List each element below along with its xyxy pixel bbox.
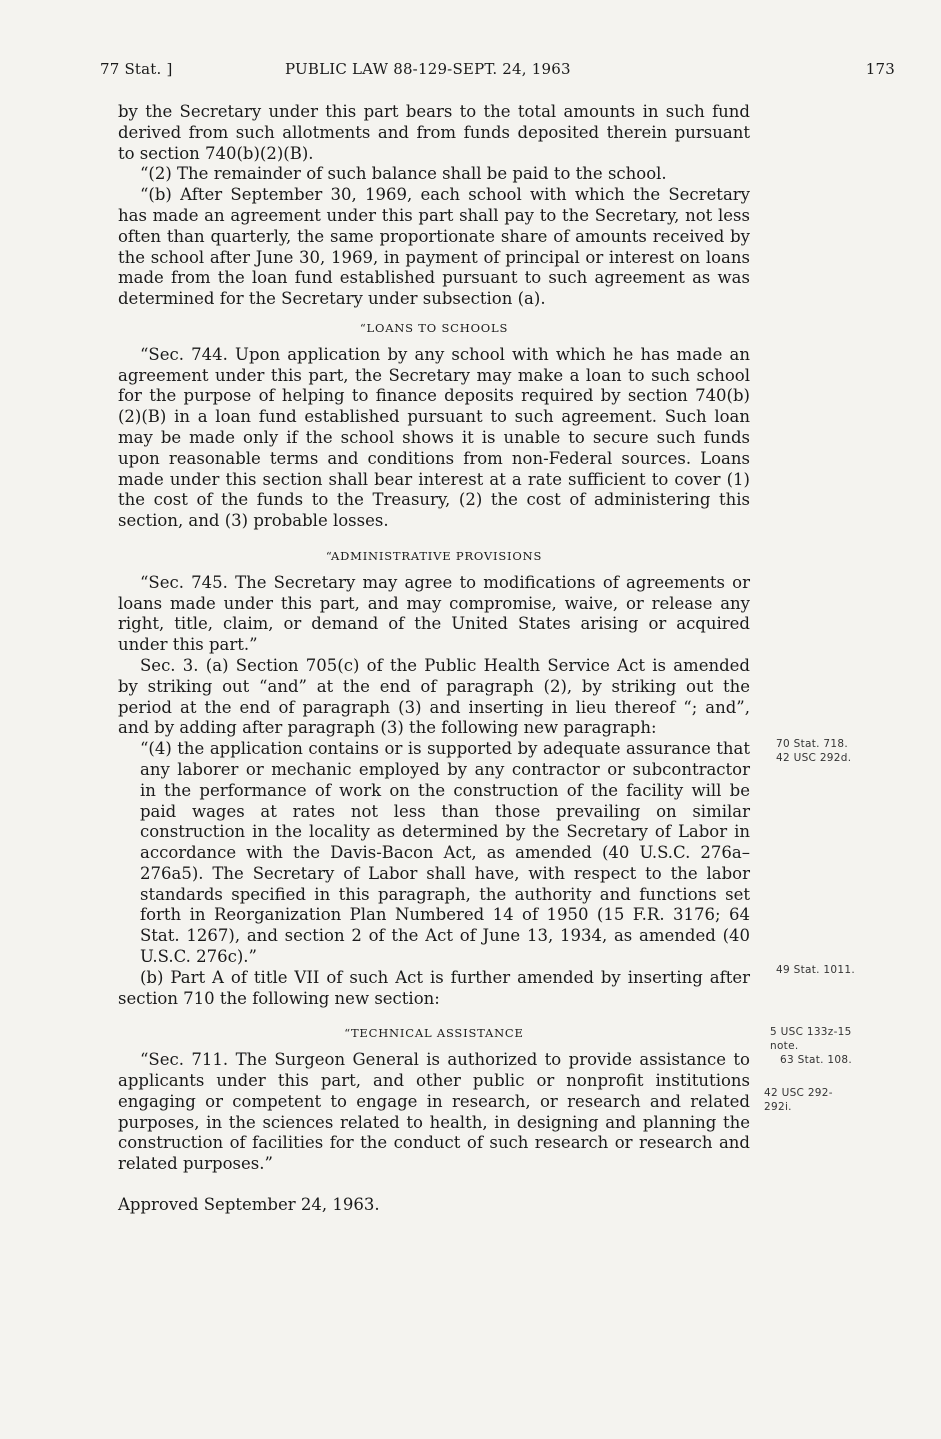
body-text [118, 102, 750, 1216]
section-heading: “LOANS TO SCHOOLS [359, 320, 509, 335]
margin-citation [776, 737, 851, 765]
header-volume: 77 Stat. ] [100, 60, 173, 78]
approval-line: Approved September 24, 1963. [118, 1195, 380, 1215]
paragraph: “Sec. 745. The Secretary may agree to modifications of agreements or loans made under this part, and may compromise, waive, or release any right, title, claim, or demand of the United States arising or acquired under this part.” [118, 572, 750, 655]
margin-citation-line: 42 USC 292- [764, 1087, 833, 1099]
paragraph: by the Secretary under this part bears to the total amounts in such fund derived from such allotments and from funds deposited therein pursuant to section 740(b)(2)(B). [118, 102, 750, 163]
margin-citation [776, 963, 855, 977]
header-title: PUBLIC LAW 88-129-SEPT. 24, 1963 [285, 60, 571, 78]
paragraph: “Sec. 744. Upon application by any school with which he has made an agreement under this part, the Secretary may make a loan to such school for the purpose of helping to finance deposits required by section 740(b)(2)(B) in a loan fund established pursuant to such agreement. Such loan may be made only if the school shows it is unable to secure such funds upon reasonable terms and conditions from non-Federal sources. Loans made under this section shall bear interest at a rate sufficient to cover (1) the cost of the funds to the Treasury, (2) the cost of administering this section, and (3) probable losses. [118, 344, 750, 531]
margin-citation-line: 292i. [764, 1101, 792, 1113]
margin-citation-line: 70 Stat. 718. [776, 738, 848, 750]
section-heading: “TECHNICAL ASSISTANCE [344, 1026, 524, 1041]
page-number: 173 [865, 60, 895, 78]
running-header [100, 60, 895, 88]
margin-citation [770, 1025, 852, 1067]
margin-citation-line: note. [770, 1040, 799, 1052]
margin-citation-line: 63 Stat. 108. [780, 1054, 852, 1066]
section-heading: “ADMINISTRATIVE PROVISIONS [325, 548, 543, 563]
margin-citation [764, 1086, 833, 1114]
paragraph: Sec. 3. (a) Section 705(c) of the Public Health Service Act is amended by striking out “and” at the end of paragraph (2), by striking out the period at the end of paragraph (3) and inserting in lieu thereof “; and”, and by adding after paragraph (3) the following new paragraph: [118, 655, 750, 738]
margin-citation-line: 42 USC 292d. [776, 752, 852, 764]
paragraph: “(2) The remainder of such balance shall be paid to the school. [140, 164, 667, 184]
paragraph: “Sec. 711. The Surgeon General is authorized to provide assistance to applicants under this part, and other public or nonprofit institutions engaging or competent to engage in research, or research and related purposes, in the sciences related to health, in designing and planning the construction of facilities for the conduct of such research or research and related purposes.” [118, 1050, 750, 1174]
paragraph: (b) Part A of title VII of such Act is further amended by inserting after section 710 the following new section: [118, 967, 750, 1008]
quoted-paragraph [118, 739, 750, 968]
paragraph: “(b) After September 30, 1969, each school with which the Secretary has made an agreement under this part shall pay to the Secretary, not less often than quarterly, the same proportionate share of amounts received by the school after June 30, 1969, in payment of principal or interest on loans made from the loan fund established pursuant to such agreement as was determined for the Secretary under subsection (a). [118, 185, 750, 309]
margin-citation-line: 5 USC 133z-15 [770, 1026, 852, 1038]
margin-citation-line: 49 Stat. 1011. [776, 964, 855, 976]
paragraph: “(4) the application contains or is supported by adequate assurance that any laborer or mechanic employed by any contractor or subcontractor in the performance of work on the construction of the facility will be paid wages at rates not less than those prevailing on similar construction in the locality as determined by the Secretary of Labor in accordance with the Davis-Bacon Act, as amended (40 U.S.C. 276a–276a5). The Secretary of Labor shall have, with respect to the labor standards specified in this paragraph, the authority and functions set forth in Reorganization Plan Numbered 14 of 1950 (15 F.R. 3176; 64 Stat. 1267), and section 2 of the Act of June 13, 1934, as amended (40 U.S.C. 276c).” [140, 739, 750, 967]
